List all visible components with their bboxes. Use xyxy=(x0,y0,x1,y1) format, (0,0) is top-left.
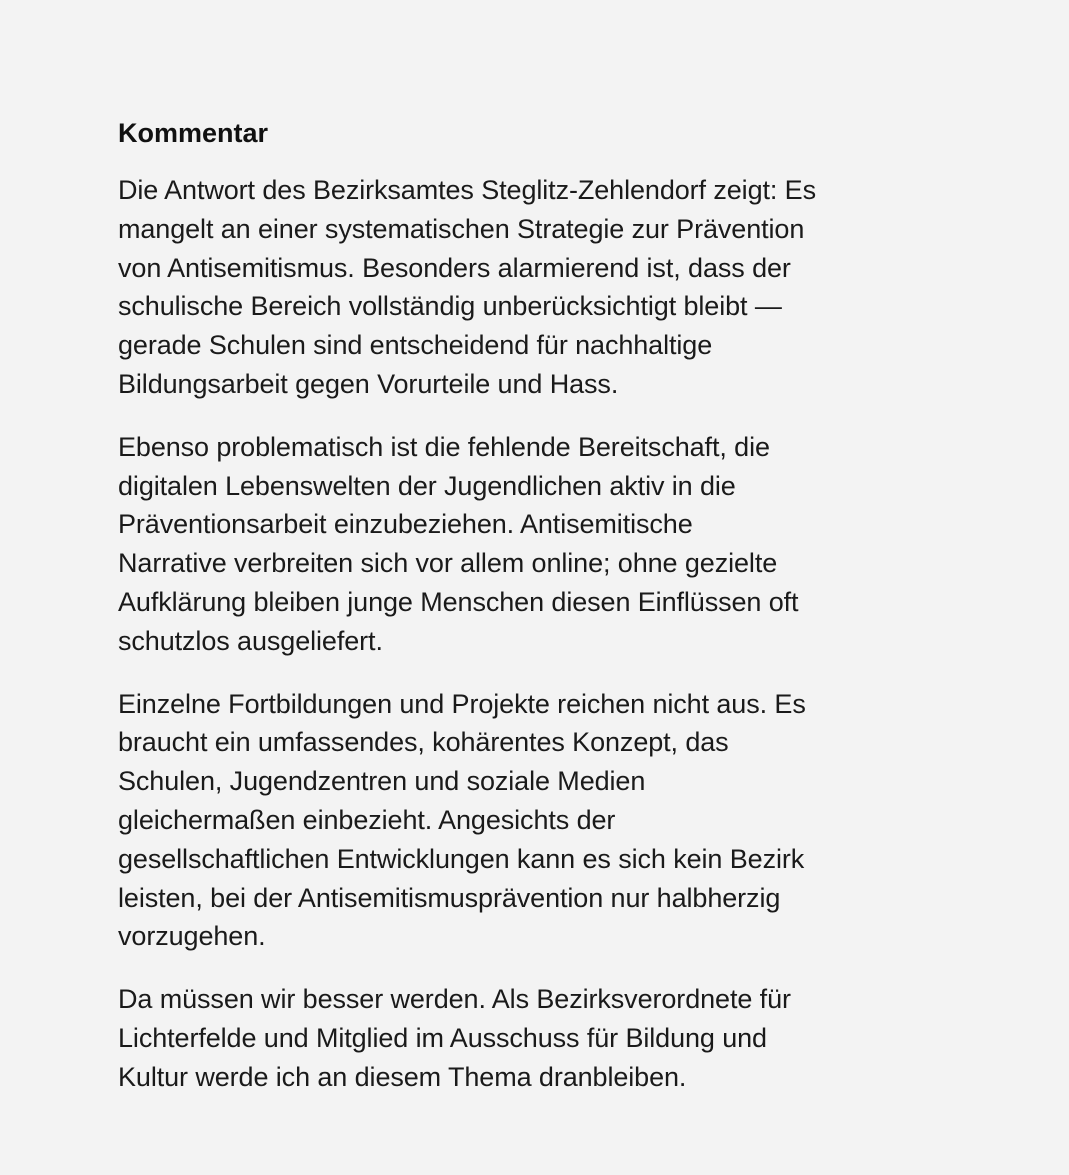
paragraph-line: gleichermaßen einbezieht. Angesichts der xyxy=(118,804,616,835)
paragraph-1 xyxy=(118,171,949,404)
paragraph-3 xyxy=(118,685,949,957)
paragraph-line: Da müssen wir besser werden. Als Bezirksverordnete für xyxy=(118,984,791,1015)
paragraph-line: Schulen, Jugendzentren und soziale Medien xyxy=(118,766,646,797)
paragraph-line: Narrative verbreiten sich vor allem online; ohne gezielte xyxy=(118,548,778,579)
paragraph-2 xyxy=(118,428,949,661)
paragraph-line: Präventionsarbeit einzubeziehen. Antisemitische xyxy=(118,509,693,540)
paragraph-line: Die Antwort des Bezirksamtes Steglitz-Zehlendorf zeigt: Es xyxy=(118,175,816,205)
paragraph-line: Einzelne Fortbildungen und Projekte reichen nicht aus. Es xyxy=(118,688,806,719)
paragraph-line: Aufklärung bleiben junge Menschen diesen Einflüssen oft xyxy=(118,586,799,617)
paragraph-line: von Antisemitismus. Besonders alarmierend ist, dass der xyxy=(118,252,791,283)
paragraph-line: Lichterfelde und Mitglied im Ausschuss für Bildung und xyxy=(118,1022,767,1053)
paragraph-line: schulische Bereich vollständig unberücksichtigt bleibt — xyxy=(118,291,782,322)
paragraph-line: digitalen Lebenswelten der Jugendlichen aktiv in die xyxy=(118,470,736,501)
paragraph-4 xyxy=(118,980,949,1096)
paragraph-line: leisten, bei der Antisemitismusprävention nur halbherzig xyxy=(118,882,781,913)
paragraph-line: gesellschaftlichen Entwicklungen kann es sich kein Bezirk xyxy=(118,843,805,874)
paragraph-line: braucht ein umfassendes, kohärentes Konzept, das xyxy=(118,727,729,758)
paragraph-line: schutzlos ausgeliefert. xyxy=(118,625,383,656)
paragraph-line: vorzugehen. xyxy=(118,921,266,952)
paragraph-line: Kultur werde ich an diesem Thema dranbleiben. xyxy=(118,1061,687,1092)
paragraph-line: Bildungsarbeit gegen Vorurteile und Hass. xyxy=(118,368,619,399)
comment-heading: Kommentar xyxy=(118,118,269,148)
paragraph-line: mangelt an einer systematischen Strategie zur Prävention xyxy=(118,213,805,244)
paragraph-line: Ebenso problematisch ist die fehlende Bereitschaft, die xyxy=(118,431,770,462)
paragraph-line: gerade Schulen sind entscheidend für nachhaltige xyxy=(118,330,713,361)
